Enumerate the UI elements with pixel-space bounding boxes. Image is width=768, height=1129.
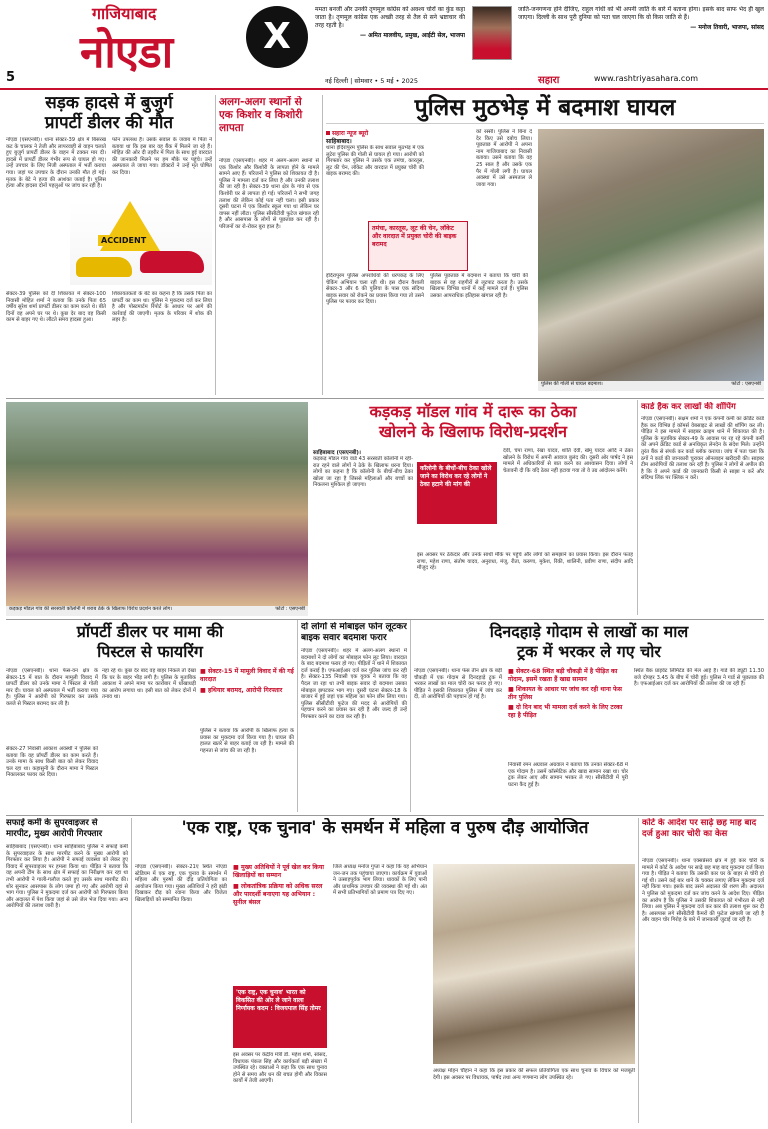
bullet-marker-icon: ■ (508, 686, 517, 693)
story-body: नोएडा (एसएनबी)। थाना फेस-वन क्षेत्र के सेक्टर-15 में बात के दौरान मामूली विवाद में प्रापर्टी डीलर को उनके मामा ने पिस्टल से गोली मार दी। घायल को अस्पताल में भर्ती कराया गया है। पुलिस ने आरोपी को गिरफ्तार कर उसके कब्जे से पिस्टल बरामद कर ली है। (6, 668, 98, 707)
bullet-marker-icon: ■ (200, 668, 209, 675)
story-body: नोएडा (एसएनबी)। थाना फेस तीन क्षेत्र के बड़ी चौकड़ी में एक गोदाम से दिनदहाड़े ट्रक में भरकर लाखों का माल चोरी कर फरार हो गए। पीड़ित ने इसकी शिकायत पुलिस में जांच कर दी, तो आरोपियों की पहचान हो गई है। (414, 668, 502, 701)
accident-label: ACCIDENT (98, 235, 149, 246)
column-divider (637, 400, 638, 615)
photo-credit: फोटो : एसएनबी (731, 381, 761, 387)
story-body: इस अवसर पर केंद्रीय मंत्री डॉ. महेश शर्मा, सांसद, विधायक पंकज सिंह और कार्यकर्ता बड़ी संख्या में उपस्थित रहे। वक्ताओं ने कहा कि एक साथ चुनाव होने से समय और धन की बचत होगी और विकास कार्यों में तेजी आएगी। (233, 1052, 327, 1085)
bullet-marker-icon: ■ (233, 883, 242, 890)
bullet-point: ■ सेक्टर-68 स्थित बड़ी चौकड़ी में है पीड़ित का गोदाम, इसमें रखता हैं खाद्य सामान (508, 668, 618, 683)
story-car-theft-case (642, 818, 764, 1123)
story-body: पुलिस ने बताया कि आरोपी के खिलाफ हत्या के प्रयास का मुकदमा दर्ज किया गया है। घायल की हालत खतरे से बाहर बताई जा रही है। मामले की गहनता से जांच की जा रही है। (200, 728, 294, 754)
story-body: स्थित बैंक प्राइवेट लिमिटेड की मेल आई है। गार्ड की ड्यूटी 11.30 बजे दोपहर 3.45 के बीच में चोरी हुई। पुलिस ने गार्ड से पूछताछ की है। एफआईआर दर्ज कर आरोपियों की तलाश की जा रही है। (634, 668, 764, 688)
story-missing-teens (219, 96, 319, 396)
story-body: इस अवसर पर ठेकेदार और उनके साथी मौके पर पहुंचे और लोगों को समझाने का प्रयास किया। इस दौरान फतह राणा, महेश राणा, संतोष यादव, अनुराधा, मंजू, रीता, करुणा, मुकेश, रिंकी, शालिनी, प्रवीण राणा, संदीप आदि मौजूद रहे। (417, 552, 633, 572)
story-one-nation-run (135, 818, 635, 1123)
highlight-box (200, 668, 294, 724)
story-body: नोएडा (एसएनबी)। थाना सेक्टर-39 क्षेत्र में बिसरख कट के चालक ने तेजी और लापरवाही से वाहन चलाते हुए बुजुर्ग प्रापर्टी डीलर के वाहन में टक्कर मार दी। हादसे में प्रापर्टी डीलर गंभीर रूप से घायल हो गए। उन्हें उपचार के लिए निजी अस्पताल में भर्ती कराया गया। जहां पर उपचार के दौरान उनकी मौत हो गई। मृतक के बेटे ने हत्या की आशंका जताई है। पुलिस हत्या और हादसा दोनों पहलुओं पर जांच कर रही है। (6, 137, 106, 190)
bullet-point: ■ मुख्य अतिथियों ने पूर्व खेल कर किया खिलाड़ियों का सम्मान (233, 864, 324, 879)
quote-right-author: मनोज तिवारी, भाजपा, सांसद (698, 24, 764, 31)
bullet-point: ■ हथियार बरामद, आरोपी गिरफ्तार (200, 687, 283, 694)
story-body: को रस्सी। पुलिस ने बिना दे देर किए उसे दबोच लिया। पूछताछ में आरोपी ने अपना नाम गाजियाबाद का निवासी बताया। उसने बताया कि वह 25 साल है और उसके एक पैर में गोली लगी है। घायल अवस्था में उसे अस्पताल ले जाया गया। (476, 129, 532, 188)
dateline: साहिबाबाद (एसएनबी)। (313, 450, 361, 456)
story-headline: दो लोगों से मोबाइल फोन लूटकर बाइक सवार बदमाश फरार (301, 622, 407, 643)
date-line: नई दिल्ली | सोमवार • 5 मई • 2025 (325, 77, 419, 85)
bullet-marker-icon: ■ (200, 687, 209, 694)
pull-quote: 'एक राष्ट्र, एक चुनाव' भारत को विकसित की ओर ले जाने वाला निर्णायक कदम : विजयपाल सिंह तोमर (233, 986, 327, 1048)
masthead (0, 0, 768, 90)
story-photo (6, 402, 308, 606)
bullet-marker-icon: ■ (508, 704, 517, 711)
story-body: नोएडा (एसएनबी)। सक्षम शर्मा ने एक कंपनी कर्मी का क्रेडिट कार्ड हैक कर विभिन्न ई कॉमर्स वेबसाइट से लाखों की शॉपिंग कर ली। पीड़ित ने इस मामले में साइबर क्राइम थाने में शिकायत की है। पुलिस के मुताबिक सेक्टर-49 के आवास पर रह रहे कंपनी कर्मी को अपने क्रेडिट कार्ड से अनधिकृत लेनदेन के संदेश मिले। उन्होंने तुरंत बैंक से संपर्क कर कार्ड ब्लॉक कराया। जांच में पता चला कि ठगों ने कार्ड की जानकारी चुराकर ऑनलाइन खरीदारी की। साइबर टीम आरोपियों की तलाश कर रही है। पुलिस ने लोगों से अपील की है कि वे अपने कार्ड की जानकारी किसी से साझा न करें और संदिग्ध लिंक पर क्लिक न करें। (641, 416, 764, 482)
x-logo-icon: X (246, 6, 308, 68)
story-body: थाना इंदिरापुरम पुलिस के साथ सवाल मुठभेड़ में एक लुटेरा पुलिस की गोली से घायल हो गया। आरोपी को गिरफ्तार कर पुलिस ने उसके एक तमंचा, कारतूस, लूट की चेन, लॉकेट और वारदात में प्रयुक्त चोरी की बाइक बरामद की। (326, 145, 424, 178)
bullet-point: ■ लोकतांत्रिक प्रक्रिया को अधिक सरल और पारदर्शी बनाएगा यह अभियान : सुनील बंसल (233, 883, 323, 906)
quote-right: जाति-जनगणना होने दीजिए, राहुल गांधी को भी अपनी जाति के बारे में बताना होगा। इसके बाद साफ भेद ही खुल जाएगा। दिल्ली के साथ पूरी दुनिया को पता चल जाएगा कि वो किस जाति से हैं। — मनोज तिवारी, भाजपा, सांसद (518, 6, 764, 31)
story-body: सेक्टर-39 पुलिस को दी शिकायत में सेक्टर-100 निवासी मोहित शर्मा ने बताया कि उनके पिता 65 वर्षीय सुरेश शर्मा प्रापर्टी डीलर का काम करते थे। बीते दिनों वह अपने घर पर थे। कुछ देर बाद वह किसी काम से बाहर गए थे। लौटते समय हादसा हुआ। (6, 291, 106, 324)
story-police-encounter (326, 93, 764, 395)
story-body: साहिबाबाद (एसएनबी)। थाना साहिबाबाद पुलिस ने सफाई कर्मी के सुपरवाइजर के साथ मारपीट करने के मुख्य आरोपी को गिरफ्तार कर लिया है। आरोपी ने सफाई व्यवस्था को लेकर हुए विवाद में सुपरवाइजर पर हमला किया था। पीड़ित ने बताया कि वह अपनी टीम के साथ क्षेत्र में सफाई का निरीक्षण कर रहा था तभी आरोपी ने गाली-गलौज करते हुए उसके साथ मारपीट की। शोर सुनकर आसपास के लोग जमा हो गए और आरोपी वहां से भाग गया। पुलिस ने मुकदमा दर्ज कर आरोपी को गिरफ्तार किया और अदालत में पेश किया जहां से उसे जेल भेज दिया गया। अन्य आरोपियों की तलाश जारी है। (6, 844, 128, 910)
story-headline: प्रॉपर्टी डीलर पर मामा की पिस्टल से फायरिंग (76, 622, 224, 661)
story-headline: सफाई कर्मी के सुपरवाइजर से मारपीट, मुख्य आरोपी गिरफ्तार (6, 818, 103, 839)
column-divider (215, 95, 216, 395)
highlight-box (233, 864, 327, 984)
quote-left: ममता बनर्जी और उनकी तृणमूल कांग्रेस को अवश्य चोरों का कुंड कहा जाता है। तृणमूल कांग्रेस एक अच्छी तरह से तैल से सने भ्रष्टाचार की तरह रहती है। — अमित मालवीय, प्रमुख, आईटी सेल, भाजपा (315, 6, 465, 39)
byline-marker-icon (326, 131, 330, 135)
column-divider (131, 818, 132, 1123)
story-body: पुलिस पूछताछ में बदमाश ने बताया कि चोरी की बाइक से वह राहगीरों से लूटपाट करता है। उसके खिलाफ विभिन्न थानों में कई मामले दर्ज हैं। पुलिस उसका आपराधिक इतिहास खंगाल रही है। (430, 273, 528, 299)
bullet-marker-icon: ■ (233, 864, 242, 871)
story-body: नहा रहे थे। कुछ देर बाद वह बाहर निकले तो देखा कि घर के बाहर भीड़ लगी है। पुलिस के मुताबिक आकाश ने अपने मामा पर कारोबार में धोखाधड़ी का आरोप लगाया था। इसी बात को लेकर दोनों में तनाव था। (102, 668, 196, 701)
byline: सहारा न्यूज ब्यूरो (326, 129, 368, 137)
highlight-box (508, 668, 628, 758)
story-body: इंदिरापुरम पुलिस अपराधियों की धरपकड़ के लिए चेकिंग अभियान चला रही थी। इस दौरान वैशाली सेक्टर-3 और 6 की पुलिया के पास एक संदिग्ध बाइक सवार को रोकने का प्रयास किया गया तो उसने पुलिस पर फायर कर दिया। (326, 273, 424, 306)
website-link[interactable]: www.rashtriyasahara.com (594, 74, 699, 83)
accident-graphic (70, 201, 212, 285)
car-icon (140, 251, 204, 273)
bullet-marker-icon: ■ (508, 668, 517, 675)
pull-quote: तमंचा, कारतूस, लूट की चेन, लॉकेट और वारदात में प्रयुक्त चोरी की बाइक बरामद (368, 221, 468, 271)
story-headline: कड़कड़ मॉडल गांव में दारू का ठेका खोलने के खिलाफ विरोध-प्रदर्शन (369, 402, 577, 441)
story-headline: दिनदहाड़े गोदाम से लाखों का माल ट्रक में भरकर ले गए चोर (489, 622, 689, 661)
story-headline: कोर्ट के आदेश पर साढ़े छह माह बाद दर्ज हुआ कार चोरी का केस (642, 818, 757, 839)
story-body: निवासी रमन अग्रवाल अग्रवाल ने बताया कि उनका सेक्टर-68 में एक गोदाम है। उसमें कॉस्मेटिक और खाद्य सामान रखा था। चोर ट्रक लेकर आए और सामान भरकर ले गए। सीसीटीवी में पूरी घटना कैद हुई है। (508, 762, 628, 788)
story-mobile-snatching (301, 622, 407, 812)
photo-credit: फोटो : एसएनबी (275, 606, 305, 612)
story-property-dealer-firing (6, 622, 294, 812)
photo-caption: पुलिस की गोली से घायल बदमाश। फोटो : एसएनबी (538, 381, 764, 391)
story-headline: कार्ड हैक कर लाखों की शॉपिंग (641, 402, 736, 412)
story-body: देवी, चंपा राणा, रेखा यादव, शांति देवी, खेमू यादव आदि ने ठेका खोलने के विरोध में अपनी आवाज बुलंद की। दूसरी ओर पार्षद ने इस मामले में अधिकारियों से बात करने का आश्वासन दिया। लोगों ने चेतावनी दी कि यदि ठेका नहीं हटाया गया तो वे उग्र आंदोलन करेंगे। (503, 448, 633, 474)
edition-title: नोएडा (80, 27, 173, 78)
column-divider (638, 818, 639, 1123)
story-body: नोएडा (एसएनबी)। शहर में अलग-अलग स्थानों में बदमाशों ने दो लोगों का मोबाइल फोन लूट लिया। वारदात के बाद बदमाश फरार हो गए। पीड़ितों ने थाने में शिकायत दर्ज कराई है। एफआईआर दर्ज कर पुलिस जांच कर रही है। सेक्टर-135 निवासी एक युवक ने बताया कि वह पैदल जा रहा था तभी बाइक सवार दो बदमाश उसका मोबाइल झपटकर भाग गए। दूसरी घटना सेक्टर-18 के बाजार में हुई जहां एक महिला का फोन छीन लिया गया। पुलिस सीसीटीवी फुटेज की मदद से आरोपियों की पहचान करने का प्रयास कर रही है और जल्द ही उन्हें गिरफ्तार करने का दावा कर रही है। (301, 648, 407, 720)
avatar (472, 6, 512, 60)
bullet-point: ■ सेक्टर-15 में मामूली विवाद में की गई वारदात (200, 668, 294, 683)
column-divider (297, 620, 298, 812)
story-headline: 'एक राष्ट्र, एक चुनाव' के समर्थन में महिला व पुरुष दौड़ आयोजित (181, 818, 589, 838)
pull-quote: कॉलोनी के बीचों-बीच ठेका खोले जाने का विरोध कर रहे लोगों ने ठेका हटाने की मांग की (417, 462, 497, 524)
story-body: शिकायतकर्ता के बेटे का कहना है कि उसके पिता का प्रापर्टी का काम था। पुलिस ने मुकदमा दर्ज कर लिया है और पोस्टमार्टम रिपोर्ट के आधार पर आगे की कार्रवाई की जाएगी। मृतक के परिवार में शोक की लहर है। (112, 291, 212, 324)
quote-left-author: अमित मालवीय, प्रमुख, आईटी सेल, भाजपा (368, 32, 465, 39)
city-label: गाजियाबाद (92, 4, 157, 23)
masthead-rule (0, 88, 768, 90)
photo-caption: कड़कड़ मॉडल गांव की सरस्वती कॉलोनी में शराब ठेके के खिलाफ विरोध प्रदर्शन करते लोग। फोटो : एसएनबी (6, 606, 308, 616)
column-divider (322, 95, 323, 395)
section-rule (6, 398, 764, 399)
story-road-accident (6, 93, 212, 395)
section-rule (6, 815, 764, 816)
story-body: नोएडा (एसएनबी)। शहर में अलग-अलग स्थानों से एक किशोर और किशोरी के लापता होने के मामले सामने आए हैं। परिजनों ने पुलिस को शिकायत दी है। पुलिस ने मामला दर्ज कर लिया है और उनकी तलाश की जा रही है। सेक्टर-39 थाना क्षेत्र के गांव से एक किशोरी घर से लापता हो गई। परिजनों ने सभी जगह तलाश की लेकिन कोई पता नहीं चला। इसी प्रकार दूसरी घटना में एक किशोर स्कूल गया था लेकिन घर वापस नहीं लौटा। पुलिस सीसीटीवी फुटेज खंगाल रही है और आसपास के लोगों से पूछताछ कर रही है। परिजनों का रो-रोकर बुरा हाल है। (219, 158, 319, 230)
story-photo (433, 864, 635, 1064)
dateline: साहिबाबाद। (326, 138, 352, 145)
story-body: कड़कड़ मॉडल गांव वार्ड 43 सरस्वती कॉलोनी में रही-रात रहने वाले लोगों ने ठेके के खिलाफ धरना दिया। लोगों का कहना है कि कॉलोनी के बीचों-बीच ठेका खोला जा रहा है जिससे महिलाओं और बच्चों का निकलना मुश्किल हो जाएगा। (313, 456, 413, 489)
story-body: फोन उपलब्ध हैं। उसके सवाल के जवाब में पिता ने बताया था कि इस बार वह बैंक में मिलने जा रहे हैं। मोहित की ओर दी तहरीर में पिता के साथ हुई वारदात की जानकारी मिलने पर हम मौके पर पहुंचे। उन्हें अस्पताल ले जाया गया। डॉक्टरों ने उन्हें मृत घोषित कर दिया। (112, 137, 212, 176)
story-body: नोएडा (एसएनबी)। थाना एक्सप्रेसवे क्षेत्र में हुई कार चोरी के मामले में कोर्ट के आदेश पर साढ़े छह माह बाद मुकदमा दर्ज किया गया है। पीड़ित ने बताया कि उसकी कार घर के बाहर से चोरी हो गई थी। उसने कई बार थाने के चक्कर लगाए लेकिन मुकदमा दर्ज नहीं किया गया। इसके बाद उसने अदालत की शरण ली। अदालत ने पुलिस को मुकदमा दर्ज कर जांच करने के आदेश दिए। पीड़ित का आरोप है कि पुलिस ने उसकी शिकायत को गंभीरता से नहीं लिया। अब पुलिस ने मुकदमा दर्ज कर कार की तलाश शुरू कर दी है। आसपास लगे सीसीटीवी कैमरों की फुटेज खंगाली जा रही है और वाहन चोर गिरोह के बारे में जानकारी जुटाई जा रही है। (642, 858, 764, 924)
story-warehouse-theft (414, 622, 764, 812)
bullet-point: ■ शिकायत के आधार पर जांच कर रही थाना फेस तीन पुलिस (508, 686, 622, 701)
photo-caption: अध्यक्ष मोहन चौहान ने कहा कि इस प्रकार की सफल प्रतियोगिता एक साथ चुनाव के विचार को मजबूती देगी। इस अवसर पर विधायक, पार्षद तथा अन्य गणमान्य लोग उपस्थित रहे। (433, 1068, 635, 1081)
column-divider (410, 620, 411, 812)
page-number: 5 (6, 70, 16, 85)
story-photo (538, 129, 764, 381)
section-rule (6, 619, 764, 620)
story-headline: पुलिस मुठभेड़ में बदमाश घायल (326, 93, 764, 124)
story-headline: सड़क हादसे में बुजुर्ग प्रापर्टी डीलर की मौत (44, 93, 174, 133)
story-supervisor-assault (6, 818, 128, 1123)
story-liquor-protest (313, 402, 633, 616)
bullet-point: ■ दो दिन बाद भी मामला दर्ज करने के लिए टरका रहा है पीड़ित (508, 704, 623, 719)
story-headline: अलग-अलग स्थानों से एक किशोर व किशोरी लापता (219, 96, 303, 134)
story-card-hack (641, 402, 764, 616)
story-body: नोएडा (एसएनबी)। सेक्टर-21ए स्थित नोएडा स्टेडियम में एक राष्ट्र, एक चुनाव के समर्थन में महिला और पुरुषों की दौड़ प्रतियोगिता का आयोजन किया गया। मुख्य अतिथियों ने हरी झंडी दिखाकर दौड़ को रवाना किया और विजेता खिलाड़ियों को सम्मानित किया। (135, 864, 227, 903)
story-body: जिले अध्यक्ष मनोज गुप्ता ने कहा कि यह अभियान जन-जन तक पहुंचाया जाएगा। कार्यक्रम में युवाओं ने उत्साहपूर्वक भाग लिया। धावकों के लिए पानी और प्राथमिक उपचार की व्यवस्था की गई थी। अंत में सभी प्रतिभागियों को प्रमाण पत्र दिए गए। (333, 864, 427, 897)
car-icon (76, 257, 132, 277)
story-body: सेक्टर-27 निवासी आकाश अवस्थी ने पुलिस को बताया कि वह प्रॉपर्टी डीलर का काम करते हैं। उनके मामा के साथ किसी बात को लेकर विवाद चल रहा था। कहासुनी के दौरान मामा ने पिस्टल निकालकर फायर कर दिया। (6, 746, 98, 779)
brand-logo: सहारा (538, 75, 560, 86)
